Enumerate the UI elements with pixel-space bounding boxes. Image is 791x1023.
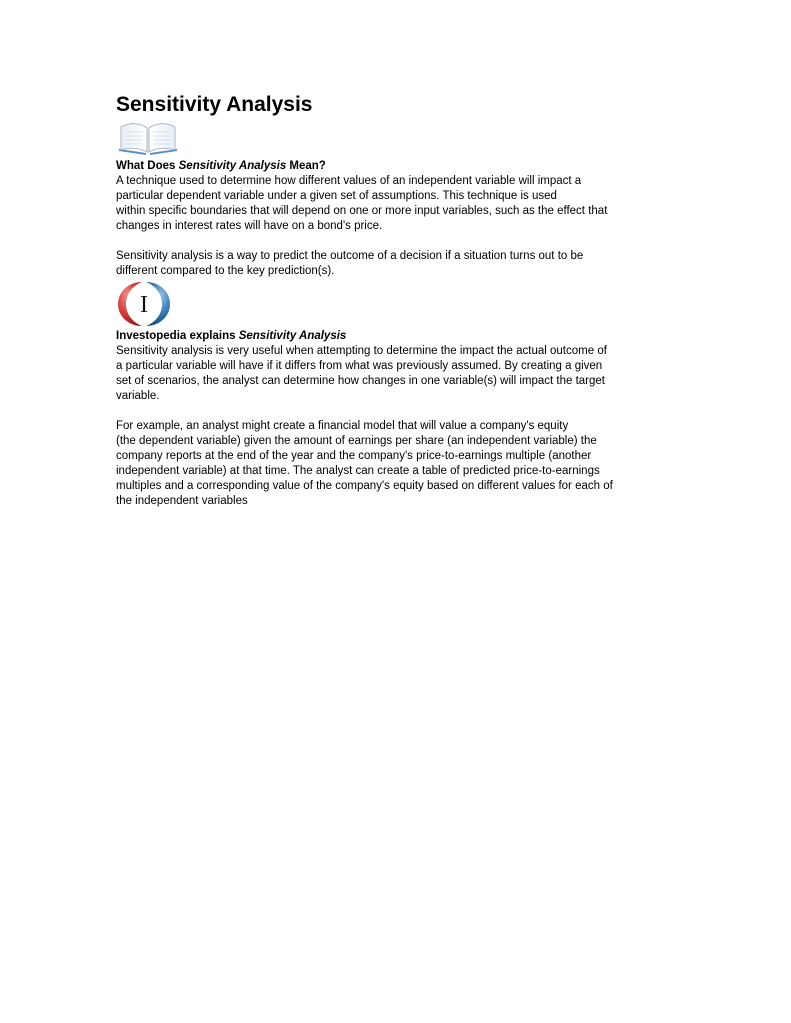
summary-paragraph xyxy=(116,249,686,279)
paragraph-line: particular dependent variable under a given set of assumptions. This technique is used xyxy=(116,190,557,202)
heading-suffix: Mean? xyxy=(286,160,326,172)
definition-paragraph xyxy=(116,174,686,234)
paragraph-line: Sensitivity analysis is very useful when attempting to determine the impact the actual outcome of xyxy=(116,345,607,357)
paragraph-line: A technique used to determine how different values of an independent variable will impact a xyxy=(116,175,582,187)
paragraph-line: changes in interest rates will have on a bond's price. xyxy=(116,220,383,232)
section-heading-meaning xyxy=(116,159,686,174)
heading-prefix: Investopedia explains xyxy=(116,330,239,342)
page-title: Sensitivity Analysis xyxy=(116,93,313,116)
paragraph-line: set of scenarios, the analyst can determine how changes in one variable(s) will impact the target xyxy=(116,375,606,387)
example-paragraph xyxy=(116,419,686,509)
paragraph-line: independent variable) at that time. The analyst can create a table of predicted price-to-earnings xyxy=(116,465,600,477)
document-page xyxy=(116,92,686,509)
heading-term: Sensitivity Analysis xyxy=(178,160,287,172)
paragraph-line: a particular variable will have if it differs from what was previously assumed. By creating a given xyxy=(116,360,603,372)
heading-prefix: What Does xyxy=(116,160,179,172)
paragraph-line: multiples and a corresponding value of the company's equity based on different values for each of xyxy=(116,480,613,492)
explanation-paragraph xyxy=(116,344,686,404)
paragraph-line: Sensitivity analysis is a way to predict the outcome of a decision if a situation turns out to be xyxy=(116,250,584,262)
paragraph-line: (the dependent variable) given the amount of earnings per share (an independent variable) the xyxy=(116,435,597,447)
paragraph-line: within specific boundaries that will depend on one or more input variables, such as the effect that xyxy=(116,205,608,217)
paragraph-spacer xyxy=(116,234,686,249)
paragraph-line: different compared to the key prediction(s). xyxy=(116,265,335,277)
investopedia-letter: I xyxy=(140,292,148,318)
open-book-icon xyxy=(116,118,180,156)
investopedia-logo-icon xyxy=(116,281,172,327)
paragraph-spacer xyxy=(116,404,686,419)
paragraph-line: For example, an analyst might create a financial model that will value a company's equity xyxy=(116,420,569,432)
paragraph-line: company reports at the end of the year and the company's price-to-earnings multiple (another xyxy=(116,450,592,462)
heading-term: Sensitivity Analysis xyxy=(238,330,347,342)
section-heading-explains xyxy=(116,329,686,344)
paragraph-line: variable. xyxy=(116,390,160,402)
paragraph-line: the independent variables xyxy=(116,495,248,507)
